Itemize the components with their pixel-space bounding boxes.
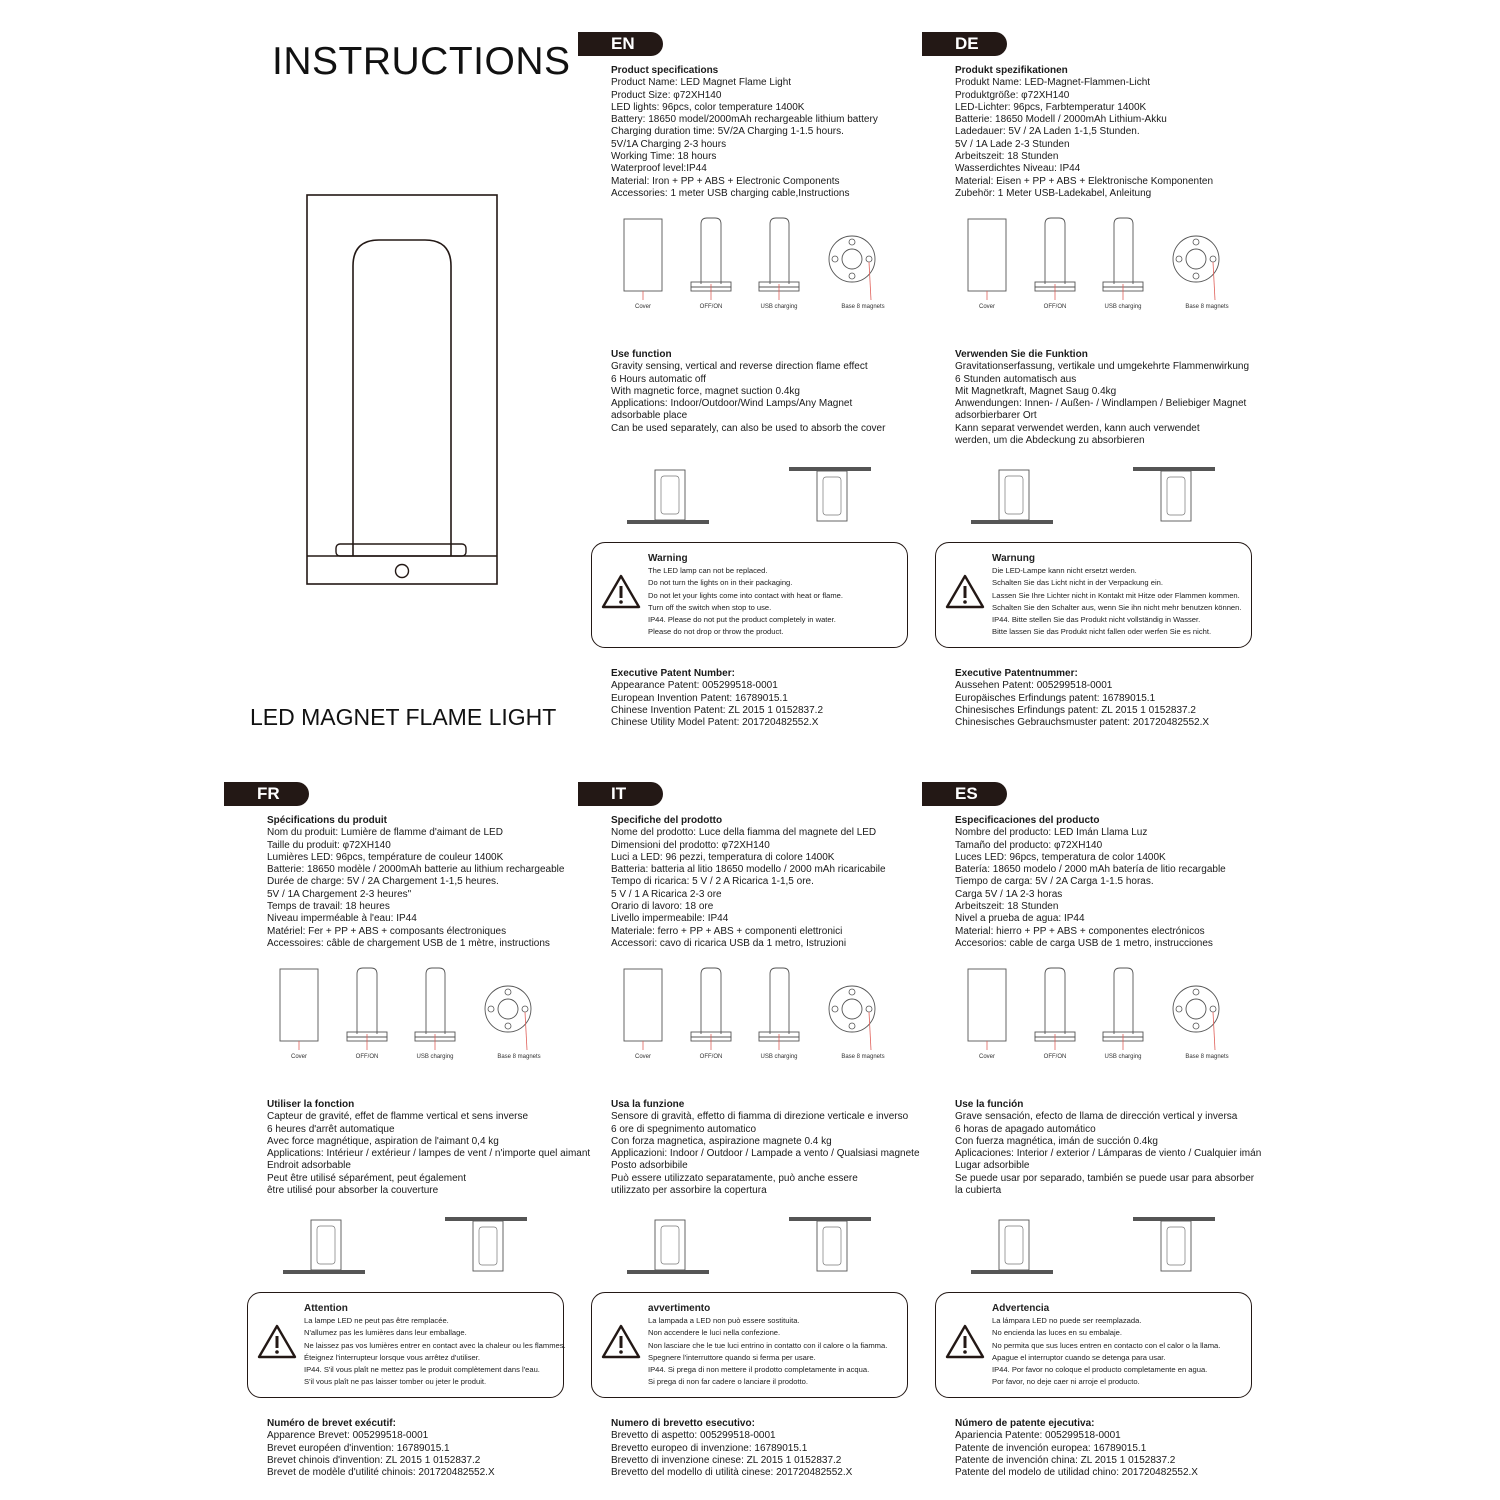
- warning-title: avvertimento: [648, 1303, 711, 1314]
- spec-section: [267, 815, 564, 950]
- product-drawing: [306, 194, 498, 586]
- text-line: Tamaño del producto: φ72XH140: [955, 839, 1103, 851]
- text-line: IP44. S'il vous plaît ne mettez pas le produit complètement dans l'eau.: [304, 1365, 540, 1375]
- use-function-section: [955, 349, 1249, 447]
- usage-diagram: [955, 460, 1235, 530]
- warning-icon: [944, 573, 986, 611]
- part-label: Cover: [978, 1054, 996, 1060]
- usage-diagram: [267, 1210, 547, 1280]
- part-label: Base 8 magnets: [1185, 304, 1229, 310]
- text-line: Brevet de modèle d'utilité chinois: 201720482552.X: [267, 1467, 495, 1479]
- warning-icon: [944, 1323, 986, 1361]
- text-line: Lassen Sie Ihre Lichter nicht in Kontakt mit Hitze oder Flammen kommen.: [992, 590, 1240, 600]
- spec-title: Product specifications: [611, 65, 719, 76]
- text-line: With magnetic force, magnet suction 0.4kg: [611, 385, 800, 397]
- text-line: Applications: Indoor/Outdoor/Wind Lamps/Any Magnet: [611, 398, 853, 410]
- warning-title: Advertencia: [992, 1303, 1050, 1314]
- text-line: N'allumez pas les lumières dans leur emballage.: [304, 1328, 467, 1338]
- text-line: Niveau imperméable à l'eau: IP44: [267, 913, 417, 925]
- text-line: Endroit adsorbable: [267, 1160, 351, 1172]
- text-line: Apparence Brevet: 005299518-0001: [267, 1430, 429, 1442]
- spec-section: [955, 65, 1213, 200]
- text-line: Apague el interruptor cuando se detenga para usar.: [992, 1352, 1166, 1362]
- text-line: Aussehen Patent: 005299518-0001: [955, 680, 1113, 692]
- text-line: Patente del modelo de utilidad chino: 201720482552.X: [955, 1467, 1198, 1479]
- text-line: Chinesisches Gebrauchsmuster patent: 201720482552.X: [955, 717, 1210, 729]
- text-line: Nombre del producto: LED Imán Llama Luz: [955, 827, 1148, 839]
- text-line: Wasserdichtes Niveau: IP44: [955, 163, 1081, 175]
- text-line: Produkt Name: LED-Magnet-Flammen-Licht: [955, 77, 1151, 89]
- text-line: IP44. Bitte stellen Sie das Produkt nicht vollständig in Wasser.: [992, 615, 1201, 625]
- text-line: Batteria: batteria al litio 18650 modello / 2000 mAh ricaricabile: [611, 864, 886, 876]
- text-line: Posto adsorbibile: [611, 1160, 688, 1172]
- text-line: Working Time: 18 hours: [611, 151, 717, 163]
- text-line: Non lasciare che le tue luci entrino in contatto con il calore o la fiamma.: [648, 1340, 888, 1350]
- text-line: LED-Lichter: 96pcs, Farbtemperatur 1400K: [955, 101, 1147, 113]
- warning-title: Warnung: [992, 553, 1035, 564]
- text-line: Chinese Utility Model Patent: 201720482552.X: [611, 717, 819, 729]
- text-line: werden, um die Abdeckung zu absorbieren: [955, 435, 1145, 447]
- lang-tab-es: ES: [922, 782, 1007, 806]
- text-line: 6 Hours automatic off: [611, 373, 706, 385]
- text-line: Luci a LED: 96 pezzi, temperatura di colore 1400K: [611, 851, 835, 863]
- text-line: la cubierta: [955, 1185, 1002, 1197]
- text-line: 6 Stunden automatisch aus: [955, 373, 1077, 385]
- text-line: Europäisches Erfindungs patent: 16789015.1: [955, 692, 1156, 704]
- patent-section: [955, 668, 1209, 729]
- part-label: OFF/ON: [1043, 1054, 1067, 1060]
- part-label: Cover: [634, 1054, 652, 1060]
- text-line: Applications: Intérieur / extérieur / lampes de vent / n'importe quel aimant: [267, 1148, 591, 1160]
- text-line: Brevetto del modello di utilità cinese: 201720482552.X: [611, 1467, 853, 1479]
- warning-box: [935, 542, 1252, 648]
- text-line: Batterie: 18650 Modell / 2000mAh Lithium-Akku: [955, 114, 1167, 126]
- patent-title: Numero di brevetto esecutivo:: [611, 1418, 755, 1429]
- text-line: Éteignez l'interrupteur lorsque vous arrêtez d'utiliser.: [304, 1352, 480, 1362]
- text-line: Dimensioni del prodotto: φ72XH140: [611, 839, 770, 851]
- spec-title: Especificaciones del producto: [955, 815, 1100, 826]
- text-line: Waterproof level:IP44: [611, 163, 707, 175]
- usage-diagram: [611, 1210, 891, 1280]
- text-line: Brevetto europeo di invenzione: 16789015.1: [611, 1442, 808, 1454]
- text-line: Patente de invención europea: 16789015.1: [955, 1442, 1147, 1454]
- lang-tab-it: IT: [578, 782, 663, 806]
- spec-title: Spécifications du produit: [267, 815, 388, 826]
- text-line: Zubehör: 1 Meter USB-Ladekabel, Anleitung: [955, 187, 1152, 199]
- part-label: OFF/ON: [1043, 304, 1067, 310]
- text-line: Por favor, no deje caer ni arroje el producto.: [992, 1377, 1140, 1387]
- text-line: Batterie: 18650 modèle / 2000mAh batterie au lithium rechargeable: [267, 864, 565, 876]
- warning-box: [935, 1292, 1252, 1398]
- spec-section: [955, 815, 1226, 950]
- text-line: IP44. Please do not put the product completely in water.: [648, 615, 836, 625]
- text-line: Product Name: LED Magnet Flame Light: [611, 77, 792, 89]
- text-line: Spegnere l'interruttore quando si ferma per usare.: [648, 1352, 816, 1362]
- use-function-title: Usa la funzione: [611, 1099, 685, 1110]
- text-line: La lampe LED ne peut pas être remplacée.: [304, 1316, 449, 1325]
- text-line: Con forza magnetica, aspirazione magnete 0.4 kg: [611, 1135, 832, 1147]
- text-line: 5V / 1A Lade 2-3 Stunden: [955, 138, 1070, 150]
- text-line: Schalten Sie das Licht nicht in der Verpackung ein.: [992, 578, 1163, 588]
- part-label: USB charging: [416, 1054, 454, 1060]
- part-label: USB charging: [1104, 304, 1142, 310]
- text-line: Livello impermeabile: IP44: [611, 913, 729, 925]
- text-line: Si prega di non far cadere o lanciare il prodotto.: [648, 1377, 808, 1387]
- part-label: OFF/ON: [355, 1054, 379, 1060]
- text-line: Arbeitszeit: 18 Stunden: [955, 901, 1059, 913]
- text-line: Brevetto di invenzione cinese: ZL 2015 1 0152837.2: [611, 1454, 842, 1466]
- text-line: Can be used separately, can also be used to absorb the cover: [611, 422, 886, 434]
- lang-tab-fr: FR: [224, 782, 309, 806]
- text-line: Product Size: φ72XH140: [611, 89, 722, 101]
- text-line: 5V/1A Charging 2-3 hours: [611, 138, 727, 150]
- warning-box: [247, 1292, 564, 1398]
- use-function-title: Use function: [611, 349, 672, 360]
- text-line: Luces LED: 96pcs, temperatura de color 1400K: [955, 851, 1166, 863]
- text-line: Nivel a prueba de agua: IP44: [955, 913, 1085, 925]
- part-label: USB charging: [1104, 1054, 1142, 1060]
- part-label: Base 8 magnets: [841, 1054, 885, 1060]
- text-line: Ladedauer: 5V / 2A Laden 1-1,5 Stunden.: [955, 126, 1140, 138]
- text-line: No permita que sus luces entren en contacto con el calor o la llama.: [992, 1340, 1221, 1350]
- warning-icon: [256, 1323, 298, 1361]
- text-line: Schalten Sie den Schalter aus, wenn Sie ihn nicht mehr benutzen können.: [992, 602, 1242, 612]
- text-line: Grave sensación, efecto de llama de dirección vertical y inversa: [955, 1111, 1238, 1123]
- text-line: 6 ore di spegnimento automatico: [611, 1123, 757, 1135]
- text-line: Gravitationserfassung, vertikale und umgekehrte Flammenwirkung: [955, 361, 1250, 373]
- spec-section: [611, 65, 878, 200]
- text-line: Sensore di gravità, effetto di fiamma di direzione verticale e inverso: [611, 1111, 909, 1123]
- text-line: Chinesisches Erfindungs patent: ZL 2015 1 0152837.2: [955, 704, 1196, 716]
- text-line: The LED lamp can not be replaced.: [648, 566, 768, 575]
- parts-diagram: [611, 214, 891, 309]
- text-line: Carga 5V / 1A 2-3 horas: [955, 888, 1063, 900]
- patent-title: Número de patente ejecutiva:: [955, 1418, 1095, 1429]
- text-line: Appearance Patent: 005299518-0001: [611, 680, 778, 692]
- text-line: être utilisé pour absorber la couverture: [267, 1185, 439, 1197]
- text-line: Do not let your lights come into contact with heat or flame.: [648, 590, 844, 600]
- text-line: Material: Eisen + PP + ABS + Elektronische Komponenten: [955, 175, 1214, 187]
- text-line: Se puede usar por separado, también se puede usar para absorber: [955, 1172, 1255, 1184]
- patent-section: [611, 668, 823, 729]
- patent-title: Executive Patentnummer:: [955, 668, 1078, 679]
- patent-section: [267, 1418, 495, 1479]
- text-line: Lumières LED: 96pcs, température de couleur 1400K: [267, 851, 504, 863]
- text-line: Arbeitszeit: 18 Stunden: [955, 151, 1059, 163]
- product-name: LED MAGNET FLAME LIGHT: [250, 704, 557, 730]
- patent-section: [955, 1418, 1198, 1479]
- text-line: Peut être utilisé séparément, peut également: [267, 1172, 467, 1184]
- use-function-title: Verwenden Sie die Funktion: [955, 349, 1088, 360]
- lang-tab-de: DE: [922, 32, 1007, 56]
- text-line: Gravity sensing, vertical and reverse direction flame effect: [611, 361, 868, 373]
- patent-title: Numéro de brevet exécutif:: [267, 1418, 396, 1429]
- text-line: Può essere utilizzato separatamente, può anche essere: [611, 1172, 858, 1184]
- parts-diagram: [267, 964, 547, 1059]
- lang-tab-en: EN: [578, 32, 663, 56]
- patent-section: [611, 1418, 852, 1479]
- text-line: Die LED-Lampe kann nicht ersetzt werden.: [992, 566, 1137, 575]
- text-line: Turn off the switch when stop to use.: [648, 602, 772, 612]
- part-label: USB charging: [760, 1054, 798, 1060]
- text-line: Produktgröße: φ72XH140: [955, 89, 1070, 101]
- text-line: Do not turn the lights on in their packaging.: [648, 578, 793, 588]
- text-line: Material: Iron + PP + ABS + Electronic Components: [611, 175, 840, 187]
- use-function-section: [611, 1099, 920, 1197]
- text-line: Capteur de gravité, effet de flamme vertical et sens inverse: [267, 1111, 529, 1123]
- spec-section: [611, 815, 886, 950]
- text-line: Bitte lassen Sie das Produkt nicht fallen oder werfen Sie es nicht.: [992, 627, 1212, 637]
- part-label: OFF/ON: [699, 1054, 723, 1060]
- text-line: Batería: 18650 modelo / 2000 mAh batería de litio recargable: [955, 864, 1226, 876]
- page-title: INSTRUCTIONS: [272, 40, 571, 83]
- part-label: USB charging: [760, 304, 798, 310]
- warning-title: Warning: [648, 553, 688, 564]
- use-function-title: Utiliser la fonction: [267, 1099, 355, 1110]
- warning-box: [591, 542, 908, 648]
- part-label: OFF/ON: [699, 304, 723, 310]
- text-line: Nome del prodotto: Luce della fiamma del magnete del LED: [611, 827, 877, 839]
- text-line: Taille du produit: φ72XH140: [267, 839, 391, 851]
- text-line: No encienda las luces en su embalaje.: [992, 1328, 1123, 1338]
- text-line: Chinese Invention Patent: ZL 2015 1 0152837.2: [611, 704, 824, 716]
- text-line: LED lights: 96pcs, color temperature 1400K: [611, 101, 805, 113]
- text-line: Matériel: Fer + PP + ABS + composants électroniques: [267, 925, 507, 937]
- text-line: Orario di lavoro: 18 ore: [611, 901, 714, 913]
- text-line: 5 V / 1 A Ricarica 2-3 ore: [611, 888, 722, 900]
- text-line: Battery: 18650 model/2000mAh rechargeable lithium battery: [611, 114, 878, 126]
- text-line: Temps de travail: 18 heures: [267, 901, 390, 913]
- warning-icon: [600, 1323, 642, 1361]
- text-line: Brevet chinois d'invention: ZL 2015 1 0152837.2: [267, 1454, 481, 1466]
- part-label: Cover: [634, 304, 652, 310]
- text-line: Materiale: ferro + PP + ABS + componenti elettronici: [611, 925, 843, 937]
- text-line: S'il vous plaît ne pas laisser tomber ou jeter le produit.: [304, 1377, 487, 1387]
- part-label: Base 8 magnets: [841, 304, 885, 310]
- text-line: Brevet européen d'invention: 16789015.1: [267, 1442, 450, 1454]
- text-line: Please do not drop or throw the product.: [648, 627, 784, 637]
- text-line: adsorbable place: [611, 410, 688, 422]
- text-line: Ne laissez pas vos lumières entrer en contact avec la chaleur ou les flammes.: [304, 1340, 566, 1350]
- text-line: IP44. Por favor no coloque el producto completamente en agua.: [992, 1365, 1208, 1375]
- parts-diagram: [955, 964, 1235, 1059]
- part-label: Base 8 magnets: [1185, 1054, 1229, 1060]
- text-line: Applicazioni: Indoor / Outdoor / Lampade a vento / Qualsiasi magnete: [611, 1148, 920, 1160]
- use-function-section: [611, 349, 885, 435]
- text-line: Accesorios: cable de carga USB de 1 metro, instrucciones: [955, 937, 1213, 949]
- warning-title: Attention: [304, 1303, 348, 1314]
- text-line: Apariencia Patente: 005299518-0001: [955, 1430, 1121, 1442]
- use-function-section: [267, 1099, 590, 1197]
- text-line: 5V / 1A Chargement 2-3 heures": [267, 888, 412, 900]
- text-line: Non accendere le luci nella confezione.: [648, 1328, 781, 1338]
- text-line: 6 heures d'arrêt automatique: [267, 1123, 395, 1135]
- text-line: Mit Magnetkraft, Magnet Saug 0.4kg: [955, 385, 1117, 397]
- text-line: Kann separat verwendet werden, kann auch verwendet: [955, 422, 1200, 434]
- text-line: Accessori: cavo di ricarica USB da 1 metro, Istruzioni: [611, 937, 847, 949]
- text-line: European Invention Patent: 16789015.1: [611, 692, 788, 704]
- part-label: Base 8 magnets: [497, 1054, 541, 1060]
- text-line: Brevetto di aspetto: 005299518-0001: [611, 1430, 776, 1442]
- warning-box: [591, 1292, 908, 1398]
- warning-icon: [600, 573, 642, 611]
- text-line: Lugar adsorbible: [955, 1160, 1030, 1172]
- parts-diagram: [955, 214, 1235, 309]
- text-line: Tempo di ricarica: 5 V / 2 A Ricarica 1-1,5 ore.: [611, 876, 814, 888]
- text-line: Durée de charge: 5V / 2A Chargement 1-1,5 heures.: [267, 876, 499, 888]
- text-line: utilizzato per assorbire la copertura: [611, 1185, 767, 1197]
- text-line: La lámpara LED no puede ser reemplazada.: [992, 1316, 1142, 1325]
- text-line: adsorbierbarer Ort: [955, 410, 1037, 422]
- parts-diagram: [611, 964, 891, 1059]
- text-line: Patente de invención china: ZL 2015 1 0152837.2: [955, 1454, 1176, 1466]
- text-line: Tiempo de carga: 5V / 2A Carga 1-1.5 horas.: [955, 876, 1154, 888]
- use-function-title: Use la función: [955, 1099, 1024, 1110]
- text-line: IP44. Si prega di non mettere il prodotto completamente in acqua.: [648, 1365, 870, 1375]
- text-line: Nom du produit: Lumière de flamme d'aimant de LED: [267, 827, 503, 839]
- text-line: Charging duration time: 5V/2A Charging 1-1.5 hours.: [611, 126, 844, 138]
- text-line: Avec force magnétique, aspiration de l'aimant 0,4 kg: [267, 1135, 499, 1147]
- spec-title: Produkt spezifikationen: [955, 65, 1068, 76]
- spec-title: Specifiche del prodotto: [611, 815, 723, 826]
- text-line: 6 horas de apagado automático: [955, 1123, 1096, 1135]
- text-line: La lampada a LED non può essere sostituita.: [648, 1316, 800, 1325]
- usage-diagram: [955, 1210, 1235, 1280]
- text-line: Con fuerza magnética, imán de succión 0.4kg: [955, 1135, 1158, 1147]
- text-line: Anwendungen: Innen- / Außen- / Windlampen / Beliebiger Magnet: [955, 398, 1247, 410]
- text-line: Accessoires: câble de chargement USB de 1 mètre, instructions: [267, 937, 550, 949]
- text-line: Accessories: 1 meter USB charging cable,Instructions: [611, 187, 850, 199]
- part-label: Cover: [978, 304, 996, 310]
- text-line: Material: hierro + PP + ABS + componentes electrónicos: [955, 925, 1205, 937]
- text-line: Aplicaciones: Interior / exterior / Lámparas de viento / Cualquier imán: [955, 1148, 1262, 1160]
- use-function-section: [955, 1099, 1261, 1197]
- patent-title: Executive Patent Number:: [611, 668, 735, 679]
- usage-diagram: [611, 460, 891, 530]
- part-label: Cover: [290, 1054, 308, 1060]
